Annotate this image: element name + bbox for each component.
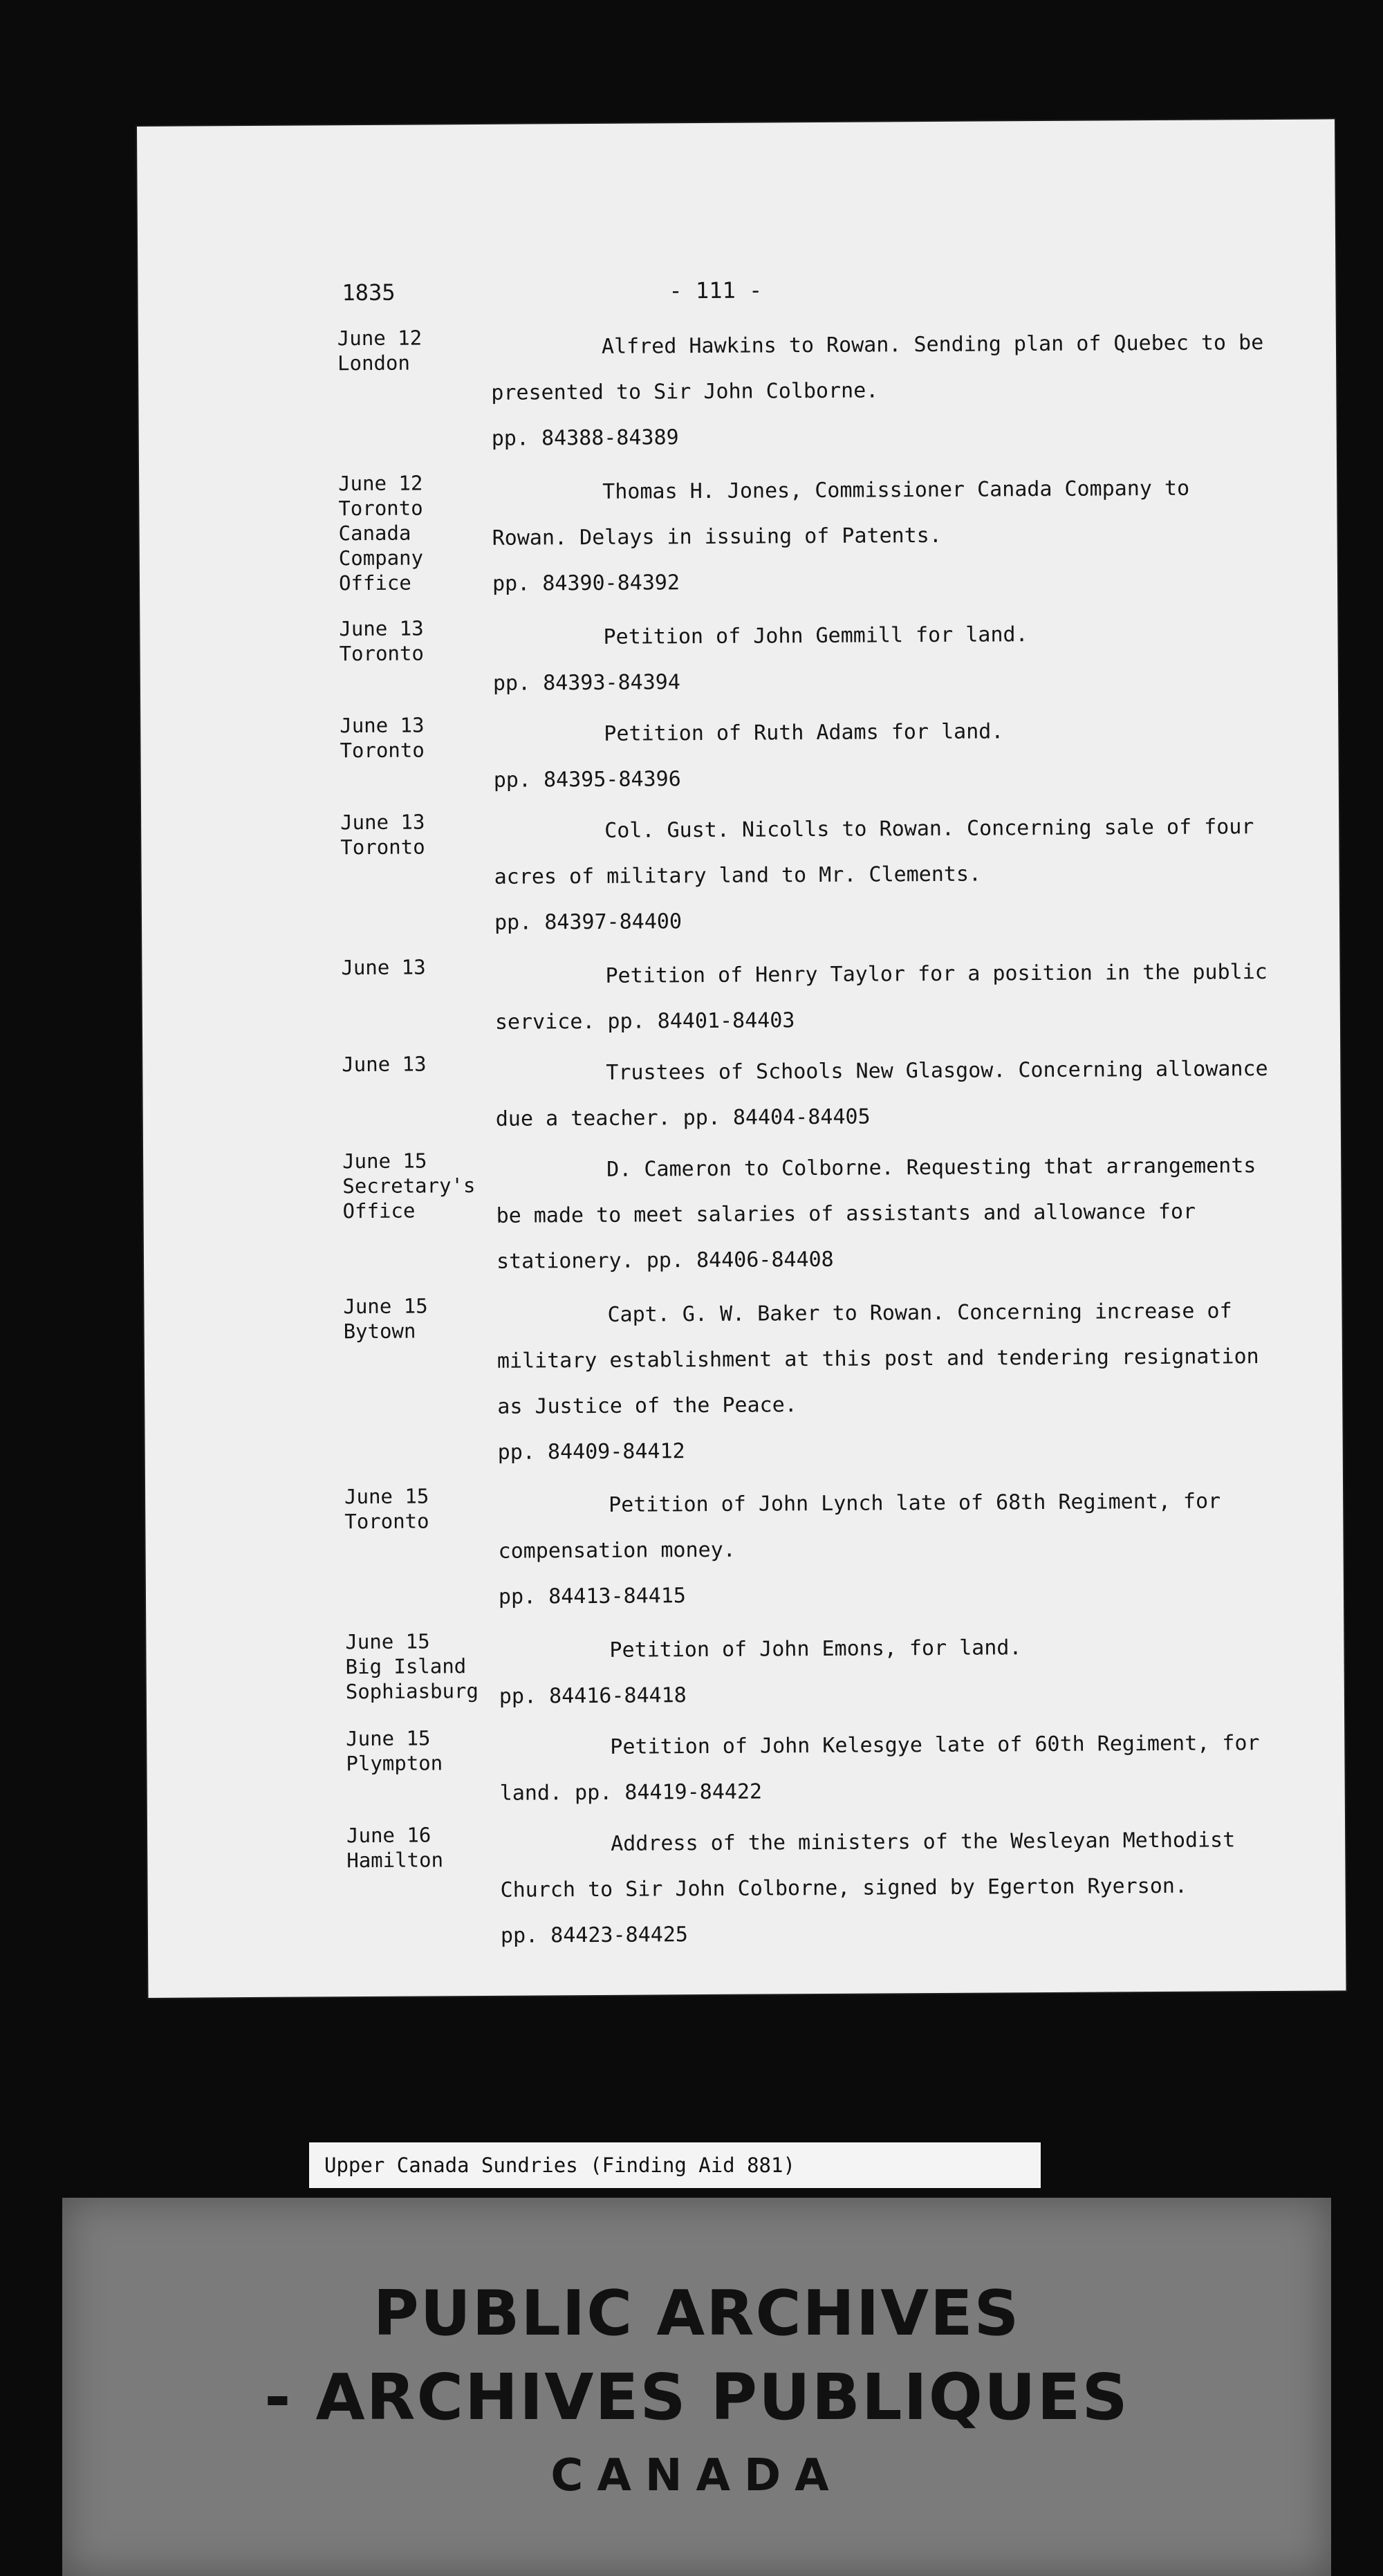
entry-text: Petition of John Emons, for land. — [609, 1636, 1022, 1662]
stamp-line-1: PUBLIC ARCHIVES — [373, 2277, 1021, 2350]
entry — [140, 610, 1337, 696]
entry-pages: pp. 84397-84400 — [494, 909, 683, 935]
year-heading: 1835 — [342, 279, 396, 306]
entry-date-place: June 13 — [342, 1052, 427, 1077]
entry-text: D. Cameron to Colborne. Requesting that arrangements be made to meet salaries of assistants and allowance for stationery. pp. 84406-84408 — [496, 1153, 1256, 1274]
entry-pages: pp. 84416-84418 — [499, 1683, 687, 1709]
entry — [142, 1046, 1340, 1131]
entry-date-place: June 15 Plympton — [346, 1726, 443, 1776]
entry-pages: pp. 84388-84389 — [491, 425, 679, 451]
entry — [145, 1478, 1343, 1609]
entry — [147, 1817, 1345, 1948]
entry-date-place: June 13 — [341, 955, 426, 980]
entry-date-place: June 12 Toronto Canada Company Office — [338, 471, 424, 595]
entry — [139, 465, 1337, 596]
entry-text: Petition of Ruth Adams for land. — [604, 719, 1004, 746]
entry-pages: pp. 84390-84392 — [492, 571, 680, 596]
entry — [147, 1720, 1344, 1806]
entry-text: Thomas H. Jones, Commissioner Canada Company to Rowan. Delays in issuing of Patents. — [492, 476, 1190, 550]
entry-text: Col. Gust. Nicolls to Rowan. Concerning sale of four acres of military land to Mr. Clements. — [494, 815, 1254, 889]
entry-pages: pp. 84393-84394 — [492, 670, 680, 696]
entry-text: Petition of John Kelesgye late of 60th Regiment, for land. pp. 84419-84422 — [499, 1731, 1260, 1806]
document-page — [137, 119, 1346, 1998]
entry-date-place: June 13 Toronto — [340, 810, 425, 860]
entry-date-place: June 15 Secretary's Office — [342, 1149, 476, 1223]
finding-aid-label: Upper Canada Sundries (Finding Aid 881) — [309, 2142, 1041, 2188]
entry-date-place: June 13 Toronto — [340, 713, 425, 763]
entry-date-place: June 16 Hamilton — [346, 1823, 444, 1873]
entry-pages: pp. 84423-84425 — [500, 1922, 689, 1948]
entry — [142, 949, 1339, 1035]
entry-date-place: June 12 London — [337, 326, 423, 376]
entry-date-place: June 15 Big Island Sophiasburg — [345, 1629, 479, 1704]
archives-stamp — [62, 2198, 1331, 2576]
entry-date-place: June 15 Toronto — [344, 1484, 429, 1534]
entry-date-place: June 13 Toronto — [339, 616, 424, 666]
entry-date-place: June 15 Bytown — [343, 1294, 428, 1344]
entry-pages: pp. 84395-84396 — [493, 767, 681, 793]
entry-text: Petition of John Gemmill for land. — [603, 622, 1028, 649]
entry — [141, 804, 1339, 935]
entry — [138, 319, 1336, 451]
stamp-line-2: - ARCHIVES PUBLIQUES — [264, 2360, 1129, 2434]
entry-text: Petition of Henry Taylor for a position in the public service. pp. 84401-84403 — [494, 960, 1268, 1035]
entry-text: Trustees of Schools New Glasgow. Concerning allowance due a teacher. pp. 84404-84405 — [495, 1057, 1268, 1131]
entry — [143, 1142, 1341, 1274]
entry — [140, 707, 1338, 793]
document-content — [137, 119, 1346, 1998]
page-number: - 111 - — [669, 277, 763, 304]
entry-text: Capt. G. W. Baker to Rowan. Concerning increase of military establishment at this post and tendering resignation as Justice of the Peace. — [496, 1299, 1259, 1419]
entry-text: Alfred Hawkins to Rowan. Sending plan of Quebec to be presented to Sir John Colborne. — [491, 331, 1264, 405]
entry-pages: pp. 84413-84415 — [498, 1584, 687, 1609]
entry-text: Address of the ministers of the Wesleyan Methodist Church to Sir John Colborne, signed by Egerton Ryerson. — [500, 1828, 1236, 1902]
entry-pages: pp. 84409-84412 — [497, 1439, 685, 1465]
entry-text: Petition of John Lynch late of 68th Regiment, for compensation money. — [498, 1489, 1221, 1564]
entry — [144, 1288, 1342, 1465]
stamp-line-3: CANADA — [550, 2450, 843, 2501]
entry — [146, 1623, 1344, 1709]
